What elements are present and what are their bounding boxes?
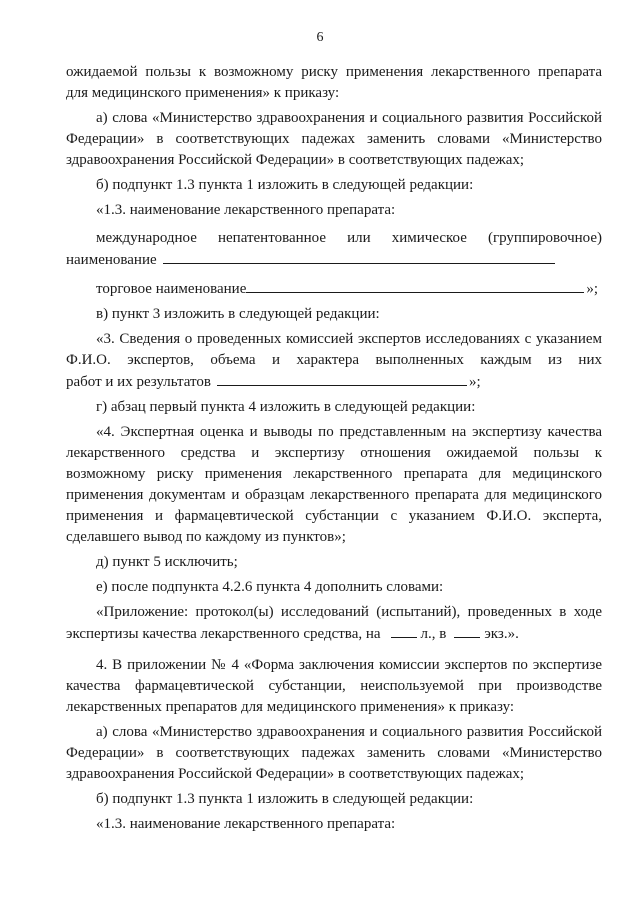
- appendix-text-b: л., в: [420, 626, 447, 642]
- text-line: для медицинского применения» к приказу:: [66, 85, 340, 101]
- results-row: [66, 371, 602, 393]
- inn-line: международное непатентованное или химическое (группировочное): [96, 230, 602, 246]
- quote-1-3-heading-2: «1.3. наименование лекарственного препарата:: [96, 816, 396, 832]
- trade-name-blank-line: [246, 278, 584, 293]
- results-blank-line: [217, 371, 467, 386]
- text-line: ожидаемой пользы к возможному риску применения лекарственного препарата: [66, 64, 602, 80]
- paragraph-a1: а) слова «Министерство здравоохранения и социального развития Российской Федерации» в соответствующих падежах заменить словами «Министерство здравоохранения Российской Федерации» в соответствующих падежах;: [66, 110, 602, 168]
- results-label: работ и их результатов: [66, 374, 211, 390]
- results-end: »;: [468, 374, 481, 390]
- trade-name-label: торговое наименование: [96, 281, 247, 297]
- quote-1-3-heading: «1.3. наименование лекарственного препарата:: [96, 202, 396, 218]
- paragraph-a2: а) слова «Министерство здравоохранения и социального развития Российской Федерации» в соответствующих падежах заменить словами «Министерство здравоохранения Российской Федерации» в соответствующих падежах;: [66, 724, 602, 782]
- inn-blank-line: [163, 249, 555, 264]
- inn-field-row: [66, 249, 602, 271]
- trade-name-row: [66, 278, 602, 300]
- paragraph-b2: б) подпункт 1.3 пункта 1 изложить в следующей редакции:: [96, 791, 474, 807]
- sheets-blank-line: [391, 623, 417, 638]
- paragraph-g: г) абзац первый пункта 4 изложить в следующей редакции:: [96, 399, 476, 415]
- paragraph-v: в) пункт 3 изложить в следующей редакции:: [96, 306, 380, 322]
- appendix-text-c: экз.».: [484, 626, 519, 642]
- paragraph-e: е) после подпункта 4.2.6 пункта 4 дополнить словами:: [96, 579, 444, 595]
- appendix-text-a: экспертизы качества лекарственного средства, на: [66, 626, 381, 642]
- appendix-line-2: [66, 623, 602, 645]
- copies-blank-line: [454, 623, 480, 638]
- paragraph-d: д) пункт 5 исключить;: [96, 554, 238, 570]
- inn-label: наименование: [66, 252, 157, 268]
- trade-name-end: »;: [586, 281, 599, 297]
- paragraph-4-appendix: 4. В приложении № 4 «Форма заключения комиссии экспертов по экспертизе качества фармацевтической субстанции, неиспользуемой при производстве лекарственных препаратов для медицинского применения» к приказу:: [66, 657, 602, 715]
- paragraph-4: «4. Экспертная оценка и выводы по представленным на экспертизу качества лекарственного средства и экспертизу отношения ожидаемой пользы к возможному риску применения лекарственного препарата для медицинского применения документам и образцам лекарственного препарата для медицинского применения и фармацевтической субстанции с указанием Ф.И.О. эксперта, сделавшего вывод по каждому из пунктов»;: [66, 424, 602, 545]
- page-number: 6: [316, 30, 324, 45]
- document-body: [66, 62, 602, 835]
- appendix-line-1: «Приложение: протокол(ы) исследований (испытаний), проведенных в ходе: [96, 604, 602, 620]
- paragraph-3: «3. Сведения о проведенных комиссией экспертов исследованиях с указанием Ф.И.О. экспертов, объема и характера выполненных каждым из них: [66, 331, 602, 368]
- paragraph-b1: б) подпункт 1.3 пункта 1 изложить в следующей редакции:: [96, 177, 474, 193]
